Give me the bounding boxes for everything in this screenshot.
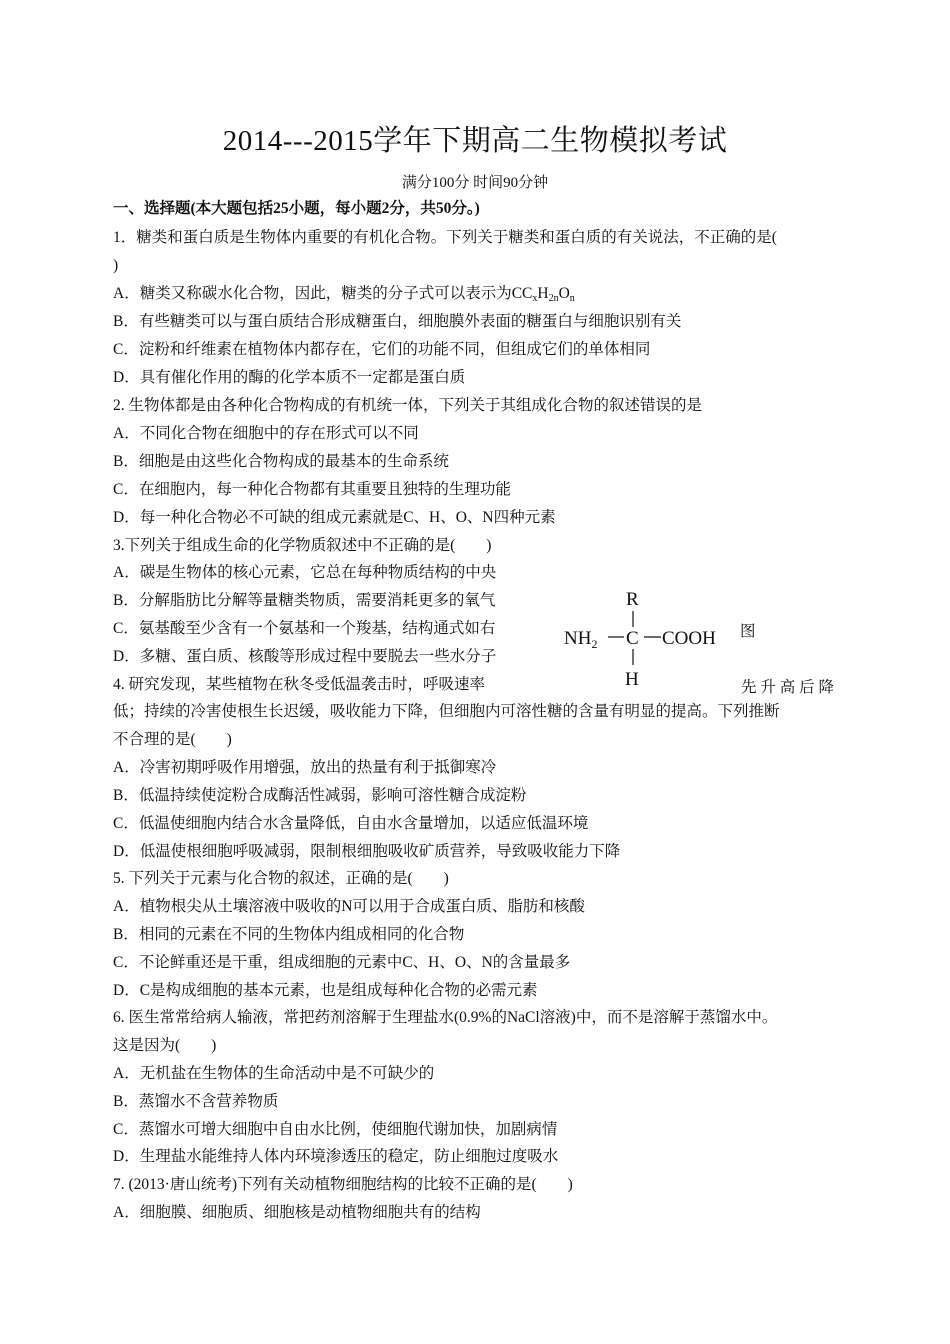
figure-label: 图	[740, 623, 756, 640]
text-line: C．氨基酸至少含有一个氨基和一个羧基，结构通式如右	[113, 620, 496, 637]
continued-text: 先 升 高 后 降	[741, 679, 835, 696]
text-line: C．低温使细胞内结合水含量降低，自由水含量增加，以适应低温环境	[113, 815, 589, 832]
text-line: C．在细胞内，每一种化合物都有其重要且独特的生理功能	[113, 481, 511, 498]
text-line: C．淀粉和纤维素在植物体内都存在，它们的功能不同，但组成它们的单体相同	[113, 341, 651, 358]
central-carbon-label: C	[626, 628, 639, 649]
text-line: D．每一种化合物必不可缺的组成元素就是C、H、O、N四种元素	[113, 509, 556, 526]
text-line: B．蒸馏水不含营养物质	[113, 1093, 279, 1110]
text-line: 6. 医生常常给病人输液，常把药剂溶解于生理盐水(0.9%的NaCl溶液)中，而不是溶解于蒸馏水中。	[113, 1009, 778, 1026]
text-line: A．碳是生物体的核心元素，它总在每种物质结构的中央	[113, 564, 497, 581]
formula-cxh2non: $C_xH_{2n}O_n$	[522, 285, 575, 304]
text-line: C．蒸馏水可增大细胞中自由水比例，使细胞代谢加快，加剧病情	[113, 1121, 558, 1138]
text-line: B．细胞是由这些化合物构成的最基本的生命系统	[113, 453, 449, 470]
carboxyl-group-label: COOH	[662, 628, 716, 649]
text-line: C．不论鲜重还是干重，组成细胞的元素中C、H、O、N的含量最多	[113, 954, 571, 971]
text-line: A．无机盐在生物体的生命活动中是不可缺少的	[113, 1065, 435, 1082]
text-line: A．不同化合物在细胞中的存在形式可以不同	[113, 425, 419, 442]
text-line: D．多糖、蛋白质、核酸等形成过程中要脱去一些水分子	[113, 648, 497, 665]
text-line: B．相同的元素在不同的生物体内组成相同的化合物	[113, 926, 465, 943]
text-line: 3.下列关于组成生命的化学物质叙述中不正确的是( )	[113, 537, 492, 554]
text-line: 2. 生物体都是由各种化合物构成的有机统一体，下列关于其组成化合物的叙述错误的是	[113, 397, 703, 414]
text-line: D．具有催化作用的酶的化学本质不一定都是蛋白质	[113, 369, 466, 386]
text-line: A．糖类又称碳水化合物，因此，糖类的分子式可以表示为$CC_xH_{2n}O_n$	[113, 285, 575, 304]
page-title: 2014---2015学年下期高二生物模拟考试	[222, 125, 728, 157]
hydrogen-label: H	[625, 669, 639, 690]
page-subtitle: 满分100分 时间90分钟	[401, 175, 549, 191]
text-line: )	[113, 257, 119, 274]
text-line: 不合理的是( )	[113, 731, 232, 748]
text-line: A．植物根尖从土壤溶液中吸收的N可以用于合成蛋白质、脂肪和核酸	[113, 898, 585, 915]
text-line: 5. 下列关于元素与化合物的叙述，正确的是( )	[113, 870, 449, 887]
text-line: 这是因为( )	[113, 1037, 217, 1054]
text-line: 低；持续的冷害使根生长迟缓，吸收能力下降，但细胞内可溶性糖的含量有明显的提高。下列推断	[113, 703, 780, 720]
text-line: B．有些糖类可以与蛋白质结合形成糖蛋白，细胞膜外表面的糖蛋白与细胞识别有关	[113, 313, 682, 330]
text-line: A．冷害初期呼吸作用增强，放出的热量有利于抵御寒冷	[113, 759, 497, 776]
section-heading: 一、选择题(本大题包括25小题，每小题2分，共50分。)	[113, 200, 480, 217]
text-line: B．低温持续使淀粉合成酶活性减弱，影响可溶性糖合成淀粉	[113, 787, 527, 804]
text-line: D．低温使根细胞呼吸减弱，限制根细胞吸收矿质营养，导致吸收能力下降	[113, 843, 621, 860]
text-line: B．分解脂肪比分解等量糖类物质，需要消耗更多的氧气	[113, 592, 496, 609]
amino-acid-structure-diagram	[560, 585, 740, 695]
text-line: D．生理盐水能维持人体内环境渗透压的稳定，防止细胞过度吸水	[113, 1148, 559, 1165]
text-line: 1．糖类和蛋白质是生物体内重要的有机化合物。下列关于糖类和蛋白质的有关说法，不正确的是(	[113, 229, 777, 246]
amino-group-label: $NH_2$	[564, 628, 598, 651]
r-group-label: R	[626, 589, 639, 610]
text-line: 7. (2013·唐山统考)下列有关动植物细胞结构的比较不正确的是( )	[113, 1176, 573, 1193]
text-line: A．细胞膜、细胞质、细胞核是动植物细胞共有的结构	[113, 1204, 481, 1221]
text-line: 4. 研究发现，某些植物在秋冬受低温袭击时，呼吸速率	[113, 676, 486, 693]
text-line: D．C是构成细胞的基本元素，也是组成每种化合物的必需元素	[113, 982, 538, 999]
